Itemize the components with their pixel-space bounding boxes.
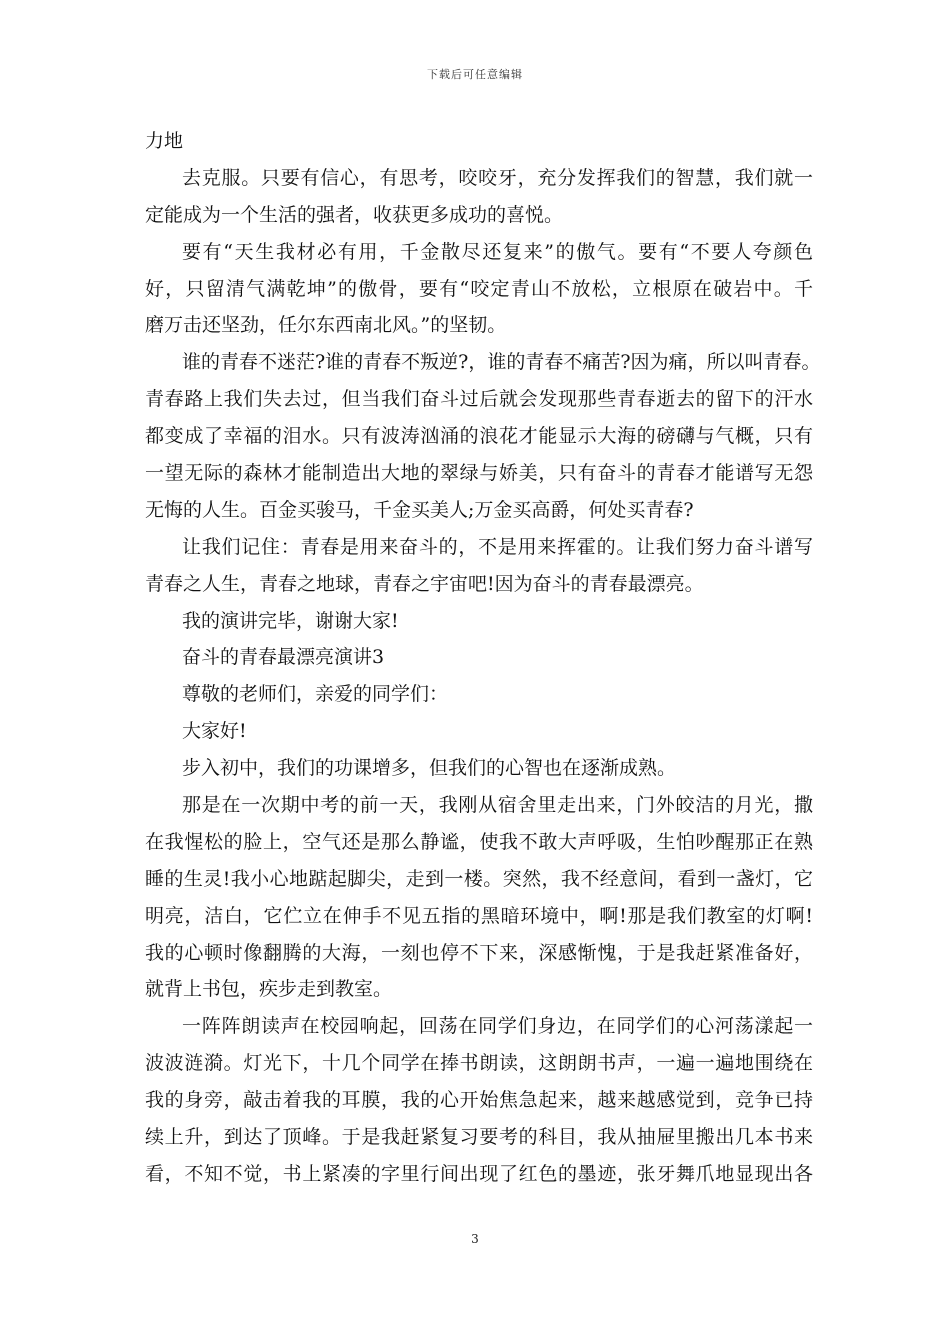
text-line: 步入初中，我们的功课增多，但我们的心智也在逐渐成熟。 <box>182 757 677 780</box>
text-line: 就背上书包，疾步走到教室。 <box>145 978 393 1001</box>
page-number: 3 <box>471 1232 479 1246</box>
text-line: 看，不知不觉，书上紧凑的字里行间出现了红色的墨迹，张牙舞爪地显现出各 <box>145 1162 813 1185</box>
text-line: 奋斗的青春最漂亮演讲3 <box>182 646 385 669</box>
text-line: 好，只留清气满乾坤”的傲骨，要有“咬定青山不放松，立根原在破岩中。千 <box>145 277 813 300</box>
text-line: 让我们记住：青春是用来奋斗的，不是用来挥霍的。让我们努力奋斗谱写 <box>182 535 813 558</box>
document-body <box>145 123 821 1193</box>
text-line: 谁的青春不迷茫?谁的青春不叛逆?，谁的青春不痛苦?因为痛，所以叫青春。 <box>182 351 821 374</box>
text-line: 无悔的人生。百金买骏马，千金买美人;万金买高爵，何处买青春? <box>145 498 694 521</box>
text-line: 我的心顿时像翻腾的大海，一刻也停不下来，深感惭愧，于是我赶紧准备好， <box>145 941 813 964</box>
text-line: 在我惺松的脸上，空气还是那么静谧，使我不敢大声呼吸，生怕吵醒那正在熟 <box>145 830 813 853</box>
text-line: 我的演讲完毕，谢谢大家! <box>182 609 399 632</box>
text-line: 一望无际的森林才能制造出大地的翠绿与娇美，只有奋斗的青春才能谱写无怨 <box>145 462 813 485</box>
text-line: 都变成了幸福的泪水。只有波涛汹涌的浪花才能显示大海的磅礴与气概，只有 <box>145 425 813 448</box>
text-line: 续上升，到达了顶峰。于是我赶紧复习要考的科目，我从抽屉里搬出几本书来 <box>145 1126 813 1149</box>
text-line: 去克服。只要有信心，有思考，咬咬牙，充分发挥我们的智慧，我们就一 <box>182 166 813 189</box>
text-line: 我的身旁，敲击着我的耳膜，我的心开始焦急起来，越来越感觉到，竞争已持 <box>145 1089 813 1112</box>
text-line: 力地 <box>145 130 184 152</box>
text-line: 尊敬的老师们，亲爱的同学们： <box>182 683 449 706</box>
text-line: 定能成为一个生活的强者，收获更多成功的喜悦。 <box>145 203 564 226</box>
text-line: 青春路上我们失去过，但当我们奋斗过后就会发现那些青春逝去的留下的汗水 <box>145 388 813 411</box>
text-line: 要有“天生我材必有用，千金散尽还复来”的傲气。要有“不要人夸颜色 <box>182 240 813 263</box>
text-line: 那是在一次期中考的前一天，我刚从宿舍里走出来，门外皎洁的月光，撒 <box>182 794 813 817</box>
text-line: 大家好! <box>182 720 247 743</box>
text-line: 睡的生灵!我小心地踮起脚尖，走到一楼。突然，我不经意间，看到一盏灯，它 <box>145 867 813 890</box>
page-header: 下载后可任意编辑 <box>427 68 523 81</box>
text-line: 波波涟漪。灯光下，十几个同学在捧书朗读，这朗朗书声，一遍一遍地围绕在 <box>145 1052 813 1075</box>
text-line: 一阵阵朗读声在校园响起，回荡在同学们身边，在同学们的心河荡漾起一 <box>182 1015 813 1038</box>
text-line: 明亮，洁白，它伫立在伸手不见五指的黑暗环境中，啊!那是我们教室的灯啊! <box>145 904 813 927</box>
text-line: 磨万击还坚劲，任尔东西南北风。”的坚韧。 <box>145 314 507 337</box>
text-line: 青春之人生，青春之地球，青春之宇宙吧!因为奋斗的青春最漂亮。 <box>145 572 704 595</box>
